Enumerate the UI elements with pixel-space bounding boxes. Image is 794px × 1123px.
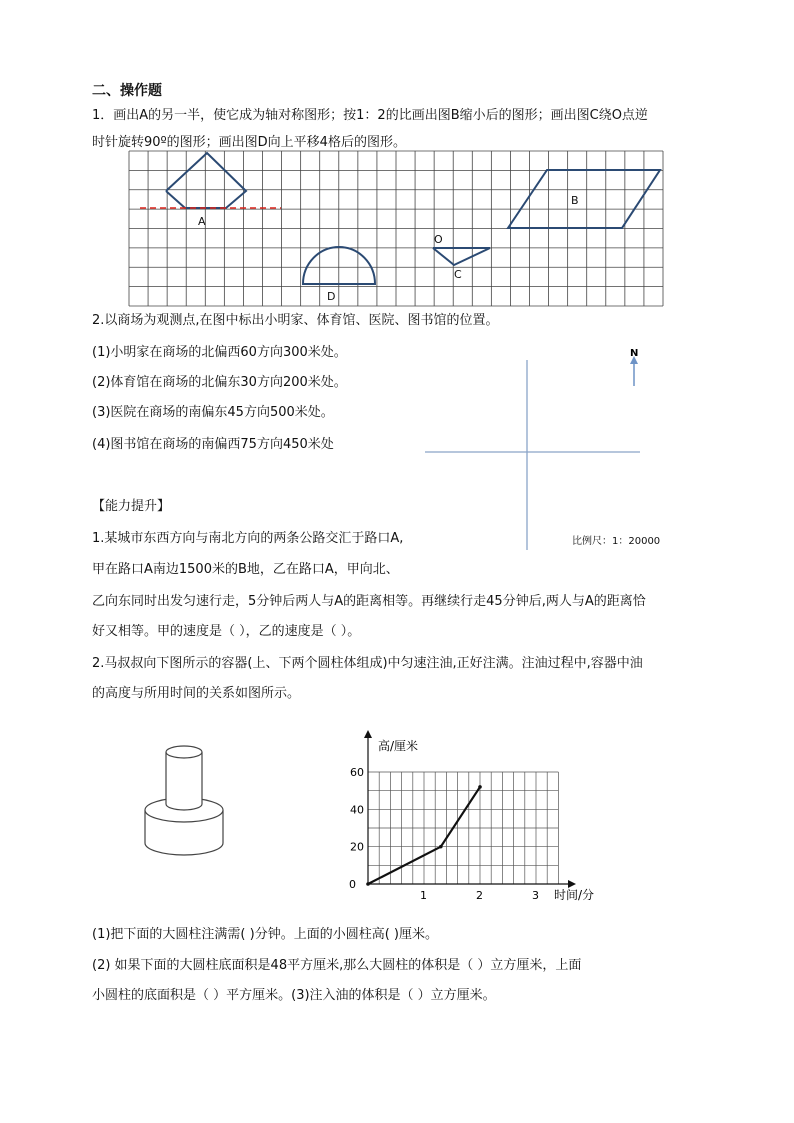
height-time-chart — [340, 726, 610, 906]
y-axis-label: 高/厘米 — [378, 739, 419, 753]
x-tick-label: 1 — [420, 889, 427, 902]
compass-cross — [420, 340, 650, 555]
ability-p1-line2: 甲在路口A南边1500米的B地，乙在路口A，甲向北、 — [92, 562, 399, 577]
ability-p1-line1: 1.某城市东西方向与南北方向的两条公路交汇于路口A, — [92, 531, 404, 546]
x-tick-label: 2 — [476, 889, 483, 902]
sub-line2: (2) 如果下面的大圆柱底面积是48平方厘米,那么大圆柱的体积是（ ）立方厘米，上面 — [92, 958, 582, 973]
q2-title: 2.以商场为观测点,在图中标出小明家、体育馆、医院、图书馆的位置。 — [92, 313, 499, 328]
chart-grid — [368, 772, 558, 884]
label-o: O — [434, 233, 443, 246]
q2-item-4: (4)图书馆在商场的南偏西75方向450米处 — [92, 437, 334, 452]
x-tick-label: 3 — [532, 889, 539, 902]
sub-line1: (1)把下面的大圆柱注满需( )分钟。上面的小圆柱高( )厘米。 — [92, 927, 438, 942]
ability-p1-line4: 好又相等。甲的速度是（ ），乙的速度是（ ）。 — [92, 624, 361, 639]
ability-heading: 【能力提升】 — [92, 499, 171, 514]
x-axis-arrow-icon — [568, 880, 576, 888]
sub-line3: 小圆柱的底面积是（ ）平方厘米。(3)注入油的体积是（ ）立方厘米。 — [92, 988, 496, 1003]
ability-p2-line2: 的高度与所用时间的关系如图所示。 — [92, 686, 301, 701]
data-point — [478, 785, 482, 789]
y-tick-label: 60 — [350, 766, 364, 779]
shape-b — [508, 170, 660, 228]
q1-line1: 1．画出A的另一半，使它成为轴对称图形；按1：2的比画出图B缩小后的图形；画出图C绕O点逆 — [92, 108, 648, 123]
north-label: N — [630, 348, 639, 359]
q2-item-3: (3)医院在商场的南偏东45方向500米处。 — [92, 405, 334, 420]
data-point — [366, 882, 370, 886]
shape-a — [166, 153, 246, 208]
label-a: A — [198, 215, 206, 228]
ability-p2-line1: 2.马叔叔向下图所示的容器(上、下两个圆柱体组成)中匀速注油,正好注满。注油过程中,容器中油 — [92, 656, 643, 671]
q1-grid-figure — [128, 150, 664, 308]
x-axis-label: 时间/分 — [554, 888, 595, 902]
ability-p1-line3: 乙向东同时出发匀速行走，5分钟后两人与A的距离相等。再继续行走45分钟后,两人与A的距离恰 — [92, 594, 646, 609]
cylinder-container — [140, 740, 230, 862]
shape-c — [433, 248, 490, 265]
section-title: 二、操作题 — [92, 83, 162, 99]
y-tick-label: 20 — [350, 840, 364, 854]
q1-line2: 时针旋转90º的图形；画出图D向上平移4格后的图形。 — [92, 135, 406, 150]
label-c: C — [454, 268, 462, 281]
q2-item-1: (1)小明家在商场的北偏西60方向300米处。 — [92, 345, 347, 360]
x-tick-label: 0 — [349, 878, 356, 891]
q2-item-2: (2)体育馆在商场的北偏东30方向200米处。 — [92, 375, 347, 390]
y-tick-label: 40 — [350, 803, 364, 817]
y-axis-arrow-icon — [364, 730, 372, 738]
label-b: B — [571, 194, 579, 207]
data-point — [439, 845, 443, 849]
label-d: D — [327, 290, 336, 303]
map-scale: 比例尺：1：20000 — [572, 536, 661, 547]
